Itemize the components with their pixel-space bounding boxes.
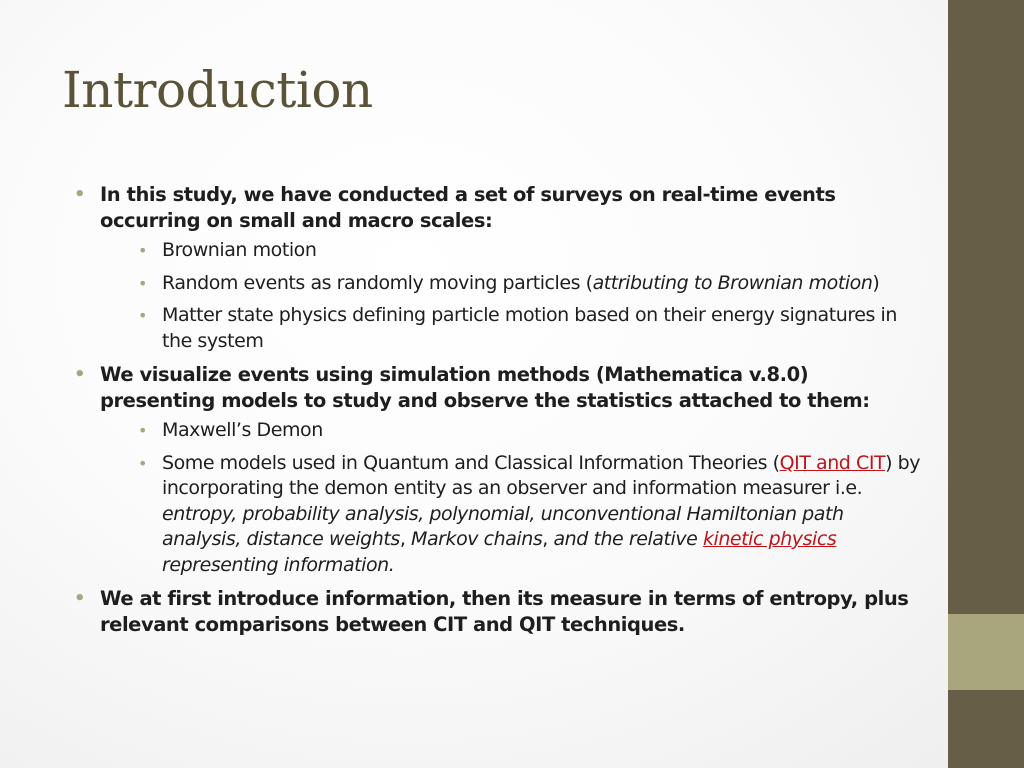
sub-bullet-text: Some models used in Quantum and Classical Information Theories ( <box>162 451 780 474</box>
bullet-list <box>72 182 922 638</box>
sub-bullet-icon: • <box>138 421 147 440</box>
sub-bullet-text: , <box>542 528 554 550</box>
bullet-icon: • <box>74 364 86 385</box>
sub-bullet-icon: • <box>138 241 147 260</box>
kinetic-physics-link[interactable]: kinetic physics <box>702 528 837 550</box>
sub-bullet-icon: • <box>138 453 147 473</box>
sub-bullet-text: Maxwell’s Demon <box>162 419 323 441</box>
slide-content <box>72 182 922 646</box>
bullet-icon: • <box>74 184 86 205</box>
sub-bullet-icon: • <box>138 306 147 325</box>
sub-bullet-text: ) by incorporating the demon entity as an observer and information measurer i.e. <box>162 451 921 499</box>
sub-bullet-text: , <box>399 528 412 550</box>
sub-bullet-list <box>100 238 922 354</box>
sub-bullet-italic: representing information. <box>162 553 395 576</box>
bullet-text: In this study, we have conducted a set of surveys on real-time events occurring on small and macro scales: <box>100 183 836 232</box>
sub-bullet-italic: attributing to Brownian motion <box>592 271 873 294</box>
bullet-introduce <box>72 586 922 638</box>
sub-bullet-italic: entropy, probability analysis, polynomial, unconventional Hamiltonian path analysis, distance weights <box>162 502 844 550</box>
sub-bullet-text: ) <box>872 271 880 294</box>
sub-bullet-random-events <box>128 271 922 297</box>
sub-bullet-list <box>100 418 922 578</box>
sub-bullet-italic: Markov chains <box>411 528 543 550</box>
sub-bullet-models <box>128 451 922 579</box>
qit-cit-link[interactable]: QIT and CIT <box>779 451 886 474</box>
sub-bullet-icon: • <box>138 273 147 293</box>
bullet-icon: • <box>74 588 86 609</box>
bullet-text: We visualize events using simulation methods (Mathematica v.8.0) presenting models to study and observe the statistics attached to them: <box>100 363 870 412</box>
sub-bullet-text: Brownian motion <box>162 239 317 261</box>
sub-bullet-text: Random events as randomly moving particles ( <box>162 271 593 294</box>
sub-bullet-text: Matter state physics defining particle motion based on their energy signatures in the system <box>162 304 897 352</box>
bullet-text: We at first introduce information, then its measure in terms of entropy, plus relevant comparisons between CIT and QIT techniques. <box>100 587 909 636</box>
bullet-visualize <box>72 362 922 578</box>
sub-bullet-maxwell <box>128 418 922 444</box>
slide-title: Introduction <box>62 61 373 119</box>
sub-bullet-brownian <box>128 238 922 264</box>
sub-bullet-matter-state <box>128 303 922 354</box>
sub-bullet-italic: and the relative <box>553 528 703 550</box>
bullet-study <box>72 182 922 354</box>
sidebar-accent-block <box>948 614 1024 690</box>
